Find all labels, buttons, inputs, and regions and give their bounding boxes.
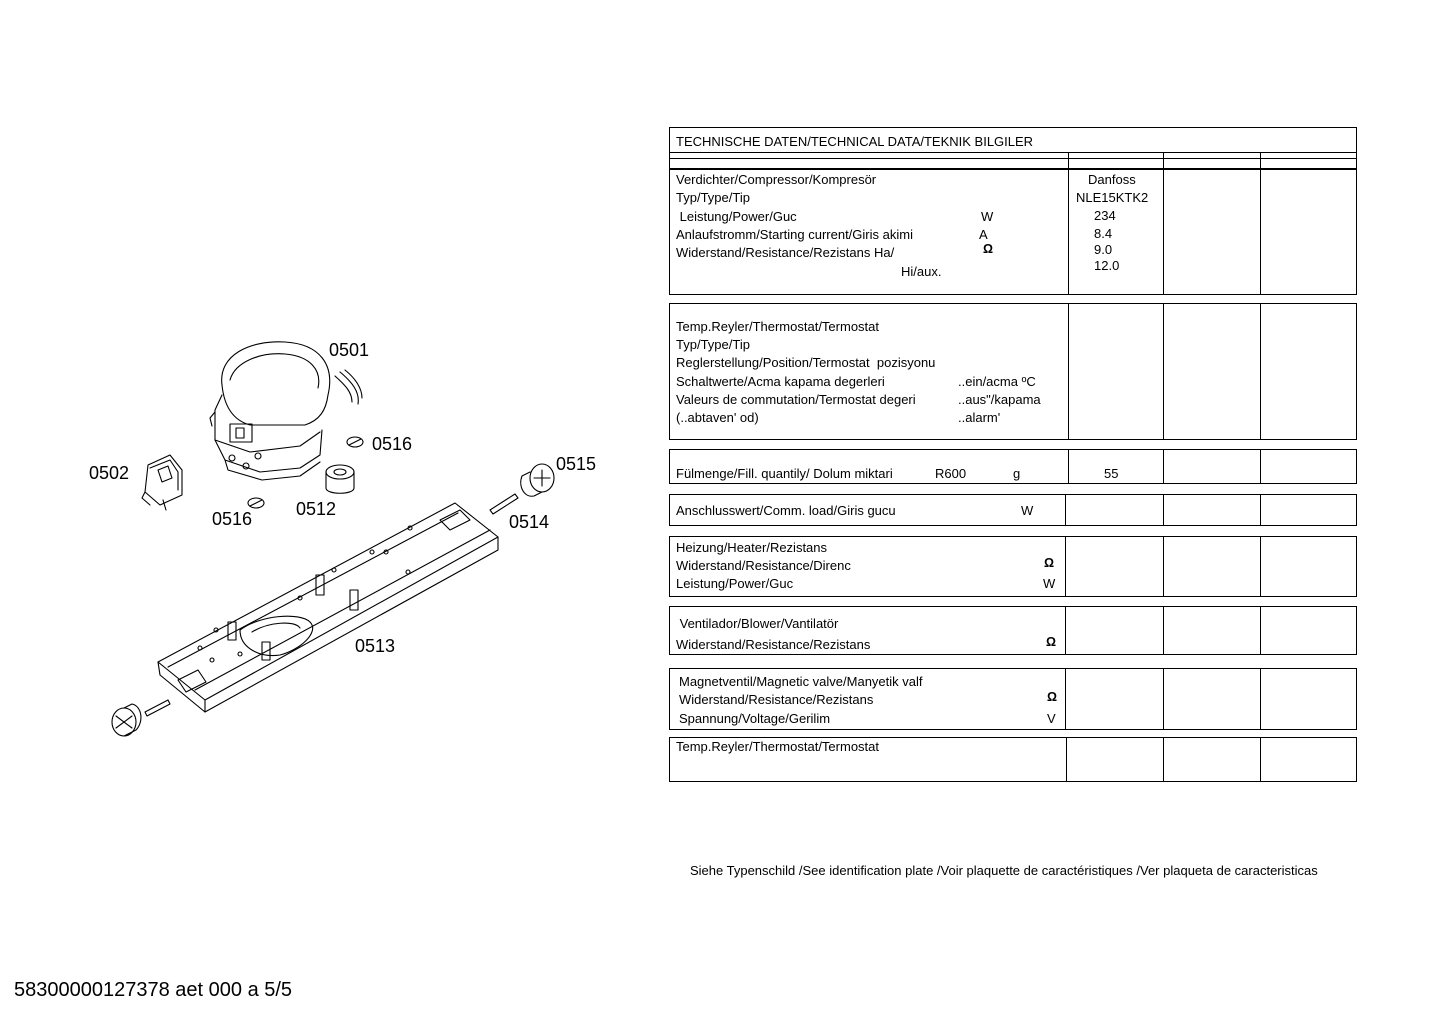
- fill-box: [669, 449, 1357, 484]
- compressor-resistance-aux: 12.0: [1094, 258, 1120, 273]
- thermostat-position-label: Reglerstellung/Position/Termostat pozisyonu: [676, 355, 936, 370]
- wheel-lower: [112, 704, 141, 736]
- heater-unit-w: W: [1043, 576, 1056, 591]
- thermostat2-box: [669, 737, 1357, 782]
- valve-label: Magnetventil/Magnetic valve/Manyetik valf: [679, 674, 923, 689]
- thermostat-label: Temp.Reyler/Thermostat/Termostat: [676, 319, 880, 334]
- fill-label: Fülmenge/Fill. quantily/ Dolum miktari: [676, 466, 893, 481]
- blower-label: Ventilador/Blower/Vantilatör: [676, 616, 839, 631]
- footnote: Siehe Typenschild /See identification plate /Voir plaquette de caractéristiques /Ver plaqueta de caracteristicas: [690, 863, 1318, 878]
- unit-a: A: [979, 227, 988, 242]
- valve-unit-v: V: [1047, 711, 1056, 726]
- thermostat2-label: Temp.Reyler/Thermostat/Termostat: [676, 739, 880, 754]
- thermostat-switch-label: Schaltwerte/Acma kapama degerleri: [676, 374, 885, 389]
- blower-resistance-label: Widerstand/Resistance/Rezistans: [676, 637, 871, 652]
- unit-w: W: [981, 209, 994, 224]
- valve-voltage-label: Spannung/Voltage/Gerilim: [679, 711, 831, 726]
- thermostat-setting-on: ..ein/acma ºC: [958, 374, 1036, 389]
- fill-value: 55: [1104, 466, 1119, 481]
- thermostat-box: [669, 303, 1357, 440]
- callout-0502: 0502: [89, 463, 130, 483]
- title-box: [669, 127, 1357, 169]
- grommet-0516-lower: [248, 498, 264, 508]
- thermostat-type-label: Typ/Type/Tip: [676, 337, 750, 352]
- valve-box: [669, 668, 1357, 730]
- compressor-power: 234: [1094, 208, 1116, 223]
- callout-0513: 0513: [355, 636, 396, 656]
- compressor-current-label: Anlaufstromm/Starting current/Giris akimi: [676, 227, 913, 242]
- valve-resistance-label: Widerstand/Resistance/Rezistans: [679, 692, 874, 707]
- blower-box: [669, 606, 1357, 655]
- heater-label: Heizung/Heater/Rezistans: [676, 540, 828, 555]
- callout-0501: 0501: [329, 340, 370, 360]
- thermostat-setting-alarm: ..alarm': [958, 410, 1001, 425]
- axle-lower: [145, 700, 170, 716]
- compressor-brand: Danfoss: [1088, 172, 1136, 187]
- heater-unit-ohm: Ω: [1044, 556, 1055, 570]
- callout-0516-lower: 0516: [212, 509, 253, 529]
- compressor-model: NLE15KTK2: [1076, 190, 1149, 205]
- thermostat-setting-off: ..aus"/kapama: [958, 392, 1041, 407]
- callout-0512: 0512: [296, 499, 337, 519]
- table-title: TECHNISCHE DATEN/TECHNICAL DATA/TEKNIK BILGILER: [676, 134, 1034, 149]
- compressor-box: [669, 169, 1357, 295]
- parts-drawing: [0, 0, 660, 800]
- compressor-0501: [210, 342, 362, 480]
- heater-resistance-label: Widerstand/Resistance/Direnc: [676, 558, 851, 573]
- thermostat-commutation-label: Valeurs de commutation/Termostat degeri: [676, 392, 916, 407]
- parts-diagram: [0, 0, 660, 800]
- heater-box: [669, 536, 1357, 597]
- wheel-0515: [521, 464, 554, 496]
- axle-0514: [490, 494, 518, 514]
- compressor-type-label: Typ/Type/Tip: [676, 190, 750, 205]
- unit-ohm: Ω: [983, 242, 994, 256]
- compressor-aux-label: Hi/aux.: [901, 264, 942, 279]
- blower-unit-ohm: Ω: [1046, 635, 1057, 649]
- compressor-current: 8.4: [1094, 226, 1113, 241]
- valve-unit-ohm: Ω: [1047, 690, 1058, 704]
- callout-0514: 0514: [509, 512, 550, 532]
- compressor-power-label: Leistung/Power/Guc: [676, 209, 797, 224]
- compressor-label: Verdichter/Compressor/Kompresör: [676, 172, 877, 187]
- foot-0512: [326, 465, 354, 493]
- connected-load-box: [669, 494, 1357, 526]
- relay-0502: [142, 455, 182, 510]
- heater-power-label: Leistung/Power/Guc: [676, 576, 794, 591]
- callout-0515: 0515: [556, 454, 597, 474]
- fill-refrigerant: R600: [935, 466, 967, 481]
- compressor-resistance-main: 9.0: [1094, 242, 1113, 257]
- grommet-0516-upper: [347, 437, 363, 447]
- base-rail-0513: [158, 503, 498, 712]
- connected-load-unit: W: [1021, 503, 1034, 518]
- fill-unit: g: [1013, 466, 1021, 481]
- connected-load-label: Anschlusswert/Comm. load/Giris gucu: [676, 503, 896, 518]
- compressor-resistance-label: Widerstand/Resistance/Rezistans Ha/: [676, 245, 895, 260]
- thermostat-defrost-label: (..abtaven' od): [676, 410, 759, 425]
- callout-0516-upper: 0516: [372, 434, 413, 454]
- document-id: 58300000127378 aet 000 a 5/5: [14, 979, 293, 1001]
